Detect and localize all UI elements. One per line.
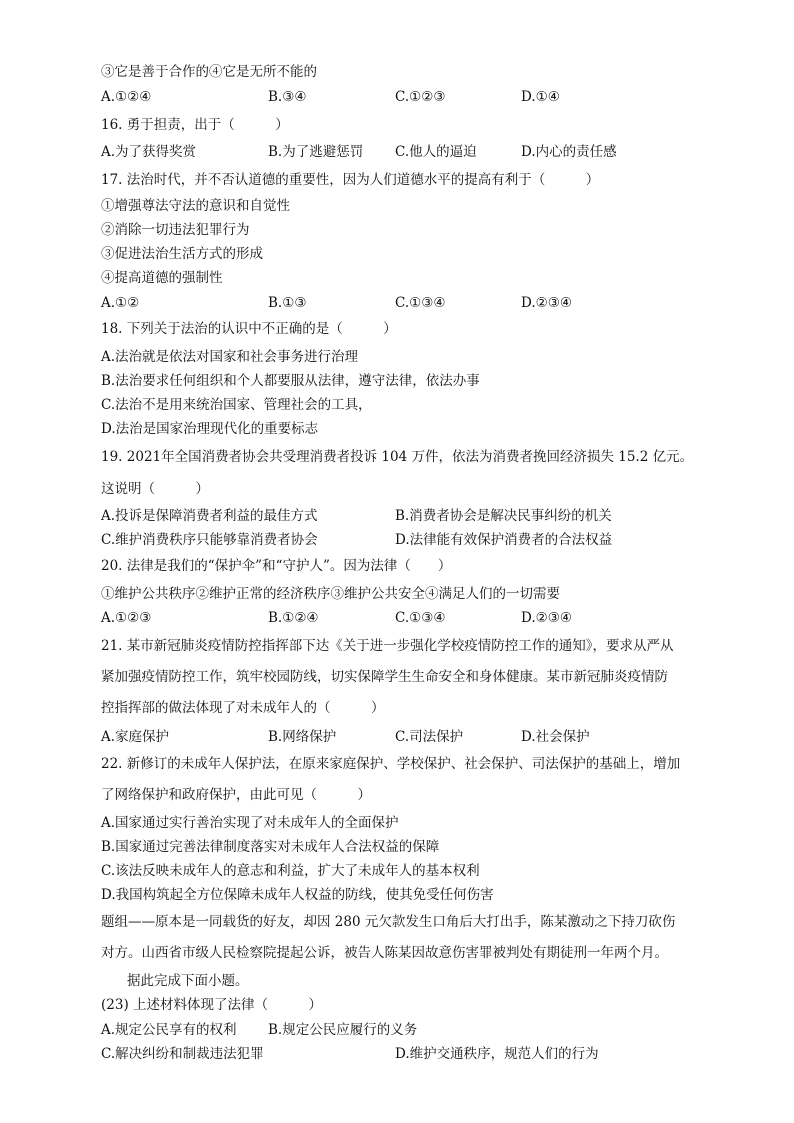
q17-item-1: ①增强尊法守法的意识和自觉性 bbox=[101, 198, 290, 214]
q22-option-a: A.国家通过实行善治实现了对未成年人的全面保护 bbox=[101, 815, 399, 831]
q19-option-d: D.法律能有效保护消费者的合法权益 bbox=[395, 532, 613, 548]
q22-stem-line-1: 22. 新修订的未成年人保护法，在原来家庭保护、学校保护、社会保护、司法保护的基础上，增加 bbox=[101, 756, 681, 772]
q15-stem-tail: ③它是善于合作的④它是无所不能的 bbox=[101, 64, 317, 80]
q17-option-b: B.①③ bbox=[268, 295, 307, 311]
q15-option-d: D.①④ bbox=[521, 89, 560, 105]
q20-stem: 20. 法律是我们的“保护伞”和“守护人”。因为法律（ ） bbox=[101, 558, 452, 574]
q15-option-c: C.①②③ bbox=[395, 89, 446, 105]
q18-option-a: A.法治就是依法对国家和社会事务进行治理 bbox=[101, 349, 359, 365]
q17-item-2: ②消除一切违法犯罪行为 bbox=[101, 222, 250, 238]
q16-option-b: B.为了逃避惩罚 bbox=[268, 144, 364, 160]
q22-stem-line-2: 了网络保护和政府保护，由此可见（ ） bbox=[101, 787, 371, 803]
q16-option-d: D.内心的责任感 bbox=[521, 144, 617, 160]
q23-option-b: B.规定公民应履行的义务 bbox=[268, 1022, 418, 1038]
q23-option-c: C.解决纠纷和制裁违法犯罪 bbox=[101, 1046, 264, 1062]
q15-option-b: B.③④ bbox=[268, 89, 307, 105]
q23-option-a: A.规定公民享有的权利 bbox=[101, 1022, 237, 1038]
group-material-line-2: 对方。山西省市级人民检察院提起公诉，被告人陈某因故意伤害罪被判处有期徒刑一年两个月。 bbox=[101, 945, 668, 961]
q21-option-c: C.司法保护 bbox=[395, 729, 464, 745]
q17-item-4: ④提高道德的强制性 bbox=[101, 270, 223, 286]
q22-option-d: D.我国构筑起全方位保障未成年人权益的防线，使其免受任何伤害 bbox=[101, 887, 494, 903]
q16-stem: 16. 勇于担责，出于（ ） bbox=[101, 117, 289, 133]
q16-option-c: C.他人的逼迫 bbox=[395, 144, 477, 160]
group-material-line-1: 题组——原本是一同载货的好友，却因 280 元欠款发生口角后大打出手，陈某激动之下持刀砍伤 bbox=[101, 914, 676, 930]
q18-option-c: C.法治不是用来统治国家、管理社会的工具， bbox=[101, 397, 372, 413]
q19-stem-line-2: 这说明（ ） bbox=[101, 481, 209, 497]
q20-option-a: A.①②③ bbox=[101, 610, 152, 626]
q21-stem-line-3: 控指挥部的做法体现了对未成年人的（ ） bbox=[101, 700, 385, 716]
q23-stem: (23) 上述材料体现了法律（ ） bbox=[101, 997, 323, 1013]
q18-stem: 18. 下列关于法治的认识中不正确的是（ ） bbox=[101, 321, 397, 337]
q17-option-d: D.②③④ bbox=[521, 295, 572, 311]
q21-option-b: B.网络保护 bbox=[268, 729, 337, 745]
q20-option-d: D.②③④ bbox=[521, 610, 572, 626]
q19-stem-line-1: 19. 2021年全国消费者协会共受理消费者投诉 104 万件，依法为消费者挽回经济损失 15.2 亿元。 bbox=[101, 449, 694, 465]
q22-option-b: B.国家通过完善法律制度落实对未成年人合法权益的保障 bbox=[101, 839, 440, 855]
q16-option-a: A.为了获得奖赏 bbox=[101, 144, 197, 160]
q17-option-a: A.①② bbox=[101, 295, 140, 311]
q21-stem-line-2: 紧加强疫情防控工作，筑牢校园防线，切实保障学生生命安全和身体健康。某市新冠肺炎疫情防 bbox=[101, 669, 668, 685]
q21-option-d: D.社会保护 bbox=[521, 729, 590, 745]
q18-option-d: D.法治是国家治理现代化的重要标志 bbox=[101, 421, 319, 437]
q17-option-c: C.①③④ bbox=[395, 295, 446, 311]
q15-option-a: A.①②④ bbox=[101, 89, 152, 105]
q22-option-c: C.该法反映未成年人的意志和利益，扩大了未成年人的基本权利 bbox=[101, 863, 480, 879]
q17-item-3: ③促进法治生活方式的形成 bbox=[101, 246, 263, 262]
q19-option-b: B.消费者协会是解决民事纠纷的机关 bbox=[395, 508, 612, 524]
q20-option-c: C.①③④ bbox=[395, 610, 446, 626]
q18-option-b: B.法治要求任何组织和个人都要服从法律，遵守法律，依法办事 bbox=[101, 373, 480, 389]
q20-items: ①维护公共秩序②维护正常的经济秩序③维护公共安全④满足人们的一切需要 bbox=[101, 586, 560, 602]
q21-stem-line-1: 21. 某市新冠肺炎疫情防控指挥部下达《关于进一步强化学校疫情防控工作的通知》，要求从严从 bbox=[101, 638, 674, 654]
group-instruction: 据此完成下面小题。 bbox=[127, 973, 249, 989]
q19-option-a: A.投诉是保障消费者利益的最佳方式 bbox=[101, 508, 318, 524]
q17-stem: 17. 法治时代，并不否认道德的重要性，因为人们道德水平的提高有利于（ ） bbox=[101, 172, 600, 188]
q23-option-d: D.维护交通秩序，规范人们的行为 bbox=[395, 1046, 599, 1062]
q19-option-c: C.维护消费秩序只能够靠消费者协会 bbox=[101, 532, 318, 548]
q21-option-a: A.家庭保护 bbox=[101, 729, 170, 745]
q20-option-b: B.①②④ bbox=[268, 610, 319, 626]
